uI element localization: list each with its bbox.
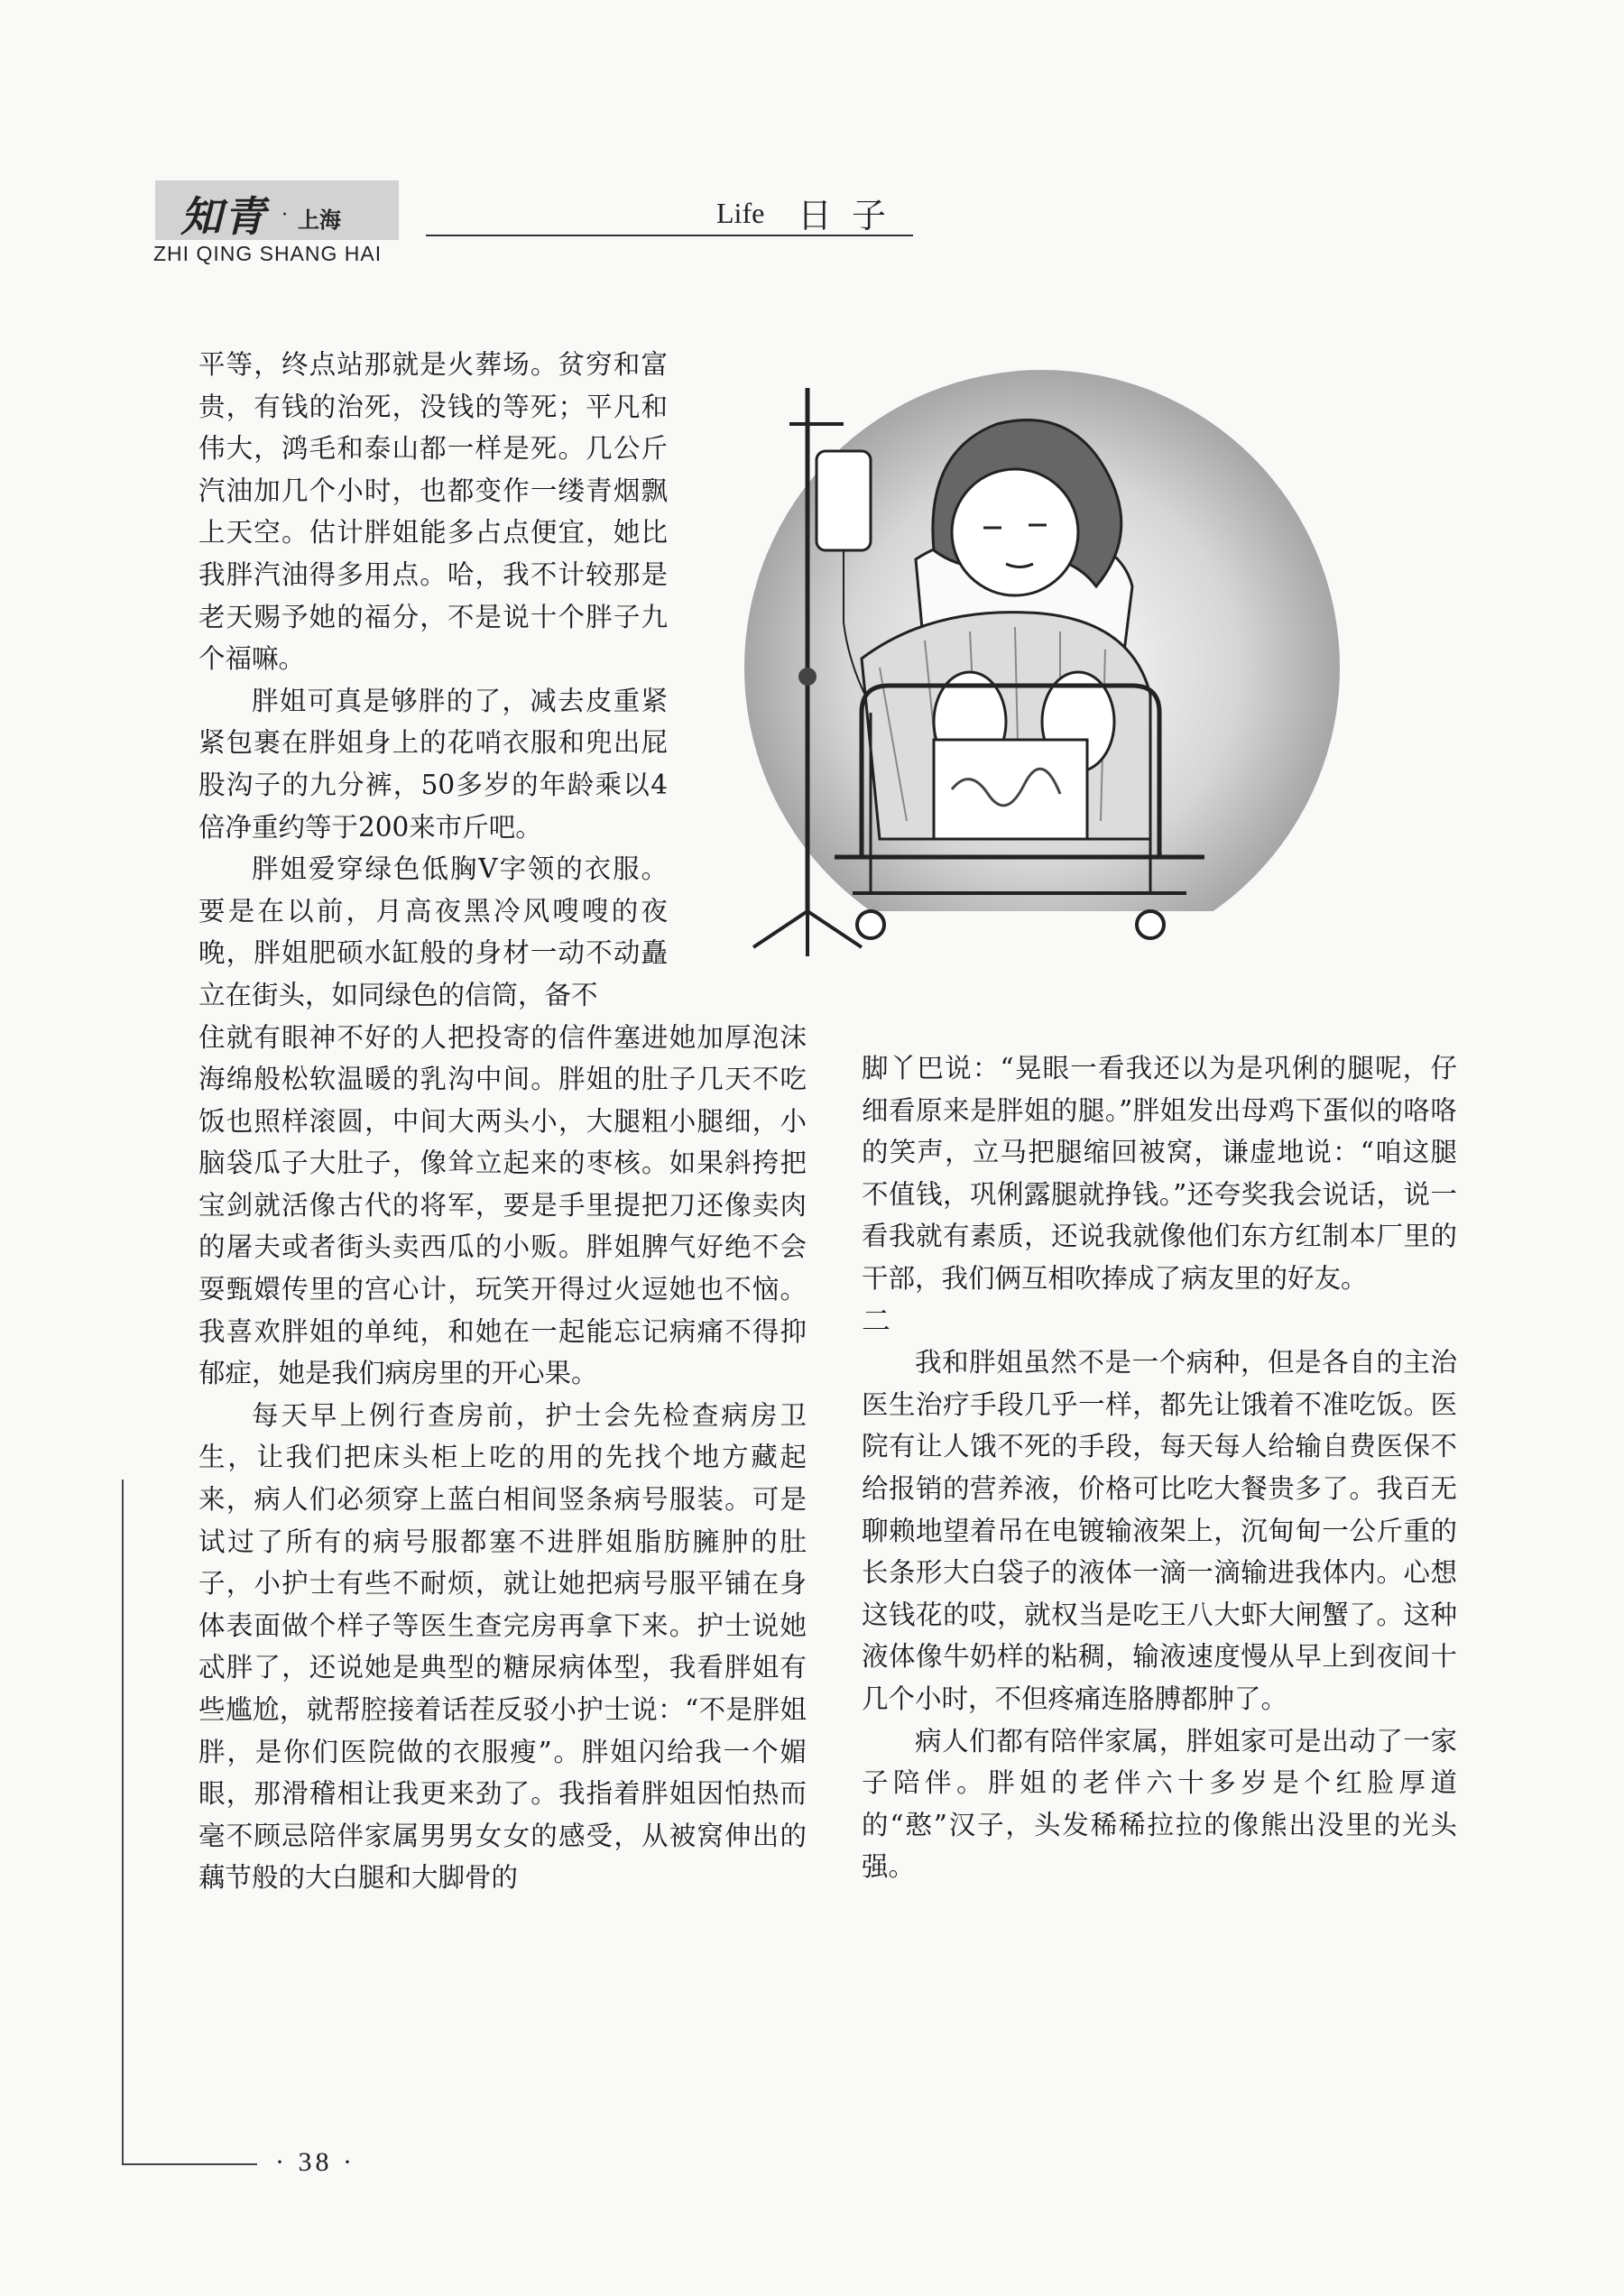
section-number: 二 [862, 1303, 891, 1338]
paragraph: 脚丫巴说：“晃眼一看我还以为是巩俐的腿呢，仔细看原来是胖姐的腿。”胖姐发出母鸡下蛋似的咯咯的笑声，立马把腿缩回被窝，谦虚地说：“咱这腿不值钱，巩俐露腿就挣钱。”还夸奖我会说话，说一看我就有素质，还说我就像他们东方红制本厂里的干部，我们俩互相吹捧成了病友里的好友。 [862, 1053, 1457, 1294]
page-number: · 38 · [275, 2147, 355, 2177]
hospital-bed-illustration [699, 370, 1349, 992]
paragraph: 我和胖姐虽然不是一个病种，但是各自的主治医生治疗手段几乎一样，都先让饿着不准吃饭。医院有让人饿不死的手段，每天每人给输自费医保不给报销的营养液，价格可比吃大餐贵多了。我百无聊赖地望着吊在电镀输液架上，沉甸甸一公斤重的长条形大白袋子的液体一滴一滴输进我体内。心想这钱花的哎，就权当是吃王八大虾大闸蟹了。这种液体像牛奶样的粘稠，输液速度慢从早上到夜间十几个小时，不但疼痛连胳膊都肿了。 [862, 1347, 1457, 1714]
paragraph: 平等，终点站那就是火葬场。贫穷和富贵，有钱的治死，没钱的等死；平凡和伟大，鸿毛和泰山都一样是死。几公斤汽油加几个小时，也都变作一缕青烟飘上天空。估计胖姐能多占点便宜，她比我胖汽油得多用点。哈，我不计较那是老天赐予她的福分，不是说十个胖子九个福嘛。 [198, 349, 668, 675]
paragraph: 每天早上例行查房前，护士会先检查病房卫生，让我们把床头柜上吃的用的先找个地方藏起来，病人们必须穿上蓝白相间竖条病号服装。可是试过了所有的病号服都塞不进胖姐脂肪臃肿的肚子，小护士有些不耐烦，就让她把病号服平铺在身体表面做个样子等医生查完房再拿下来。护士说她忒胖了，还说她是典型的糖尿病体型，我看胖姐有些尴尬，就帮腔接着话茬反驳小护士说：“不是胖姐胖，是你们医院做的衣服瘦”。胖姐闪给我一个媚眼，那滑稽相让我更来劲了。我指着胖姐因怕热而毫不顾忌陪伴家属男男女女的感受，从被窝伸出的藕节般的大白腿和大脚骨的 [198, 1399, 807, 1894]
section-title-zh: 日子 [798, 196, 907, 235]
logo-script: 知青 [180, 192, 267, 241]
section-header [426, 186, 913, 236]
margin-rule [122, 1480, 124, 2165]
paragraph: 胖姐爱穿绿色低胸V字领的衣服。要是在以前，月高夜黑冷风嗖嗖的夜晚，胖姐肥硕水缸般的身材一动不动矗立在街头，如同绿色的信筒，备不 [198, 853, 668, 1010]
logo-subtitle: 上海 [298, 207, 341, 233]
magazine-logo [155, 180, 399, 240]
paragraph: 胖姐可真是够胖的了，减去皮重紧紧包裹在胖姐身上的花哨衣服和兜出屁股沟子的九分裤，50多岁的年龄乘以4倍净重约等于200来市斤吧。 [198, 685, 668, 843]
section-title-en: Life [716, 197, 765, 229]
logo-dot: · [281, 204, 288, 226]
logo-pinyin: ZHI QING SHANG HAI [153, 242, 383, 265]
paragraph: 住就有眼神不好的人把投寄的信件塞进她加厚泡沫海绵般松软温暖的乳沟中间。胖姐的肚子几天不吃饭也照样滚圆，中间大两头小，大腿粗小腿细，小脑袋瓜子大肚子，像耸立起来的枣核。如果斜挎把宝剑就活像古代的将军，要是手里提把刀还像卖肉的屠夫或者街头卖西瓜的小贩。胖姐脾气好绝不会耍甄嬛传里的宫心计，玩笑开得过火逗她也不恼。我喜欢胖姐的单纯，和她在一起能忘记病痛不得抑郁症，她是我们病房里的开心果。 [198, 1021, 807, 1389]
footer-rule [122, 2163, 257, 2165]
right-column [862, 1047, 1457, 1888]
paragraph: 病人们都有陪伴家属，胖姐家可是出动了一家子陪伴。胖姐的老伴六十多岁是个红脸厚道的“憨”汉子，头发稀稀拉拉的像熊出没里的光头强。 [862, 1725, 1457, 1883]
